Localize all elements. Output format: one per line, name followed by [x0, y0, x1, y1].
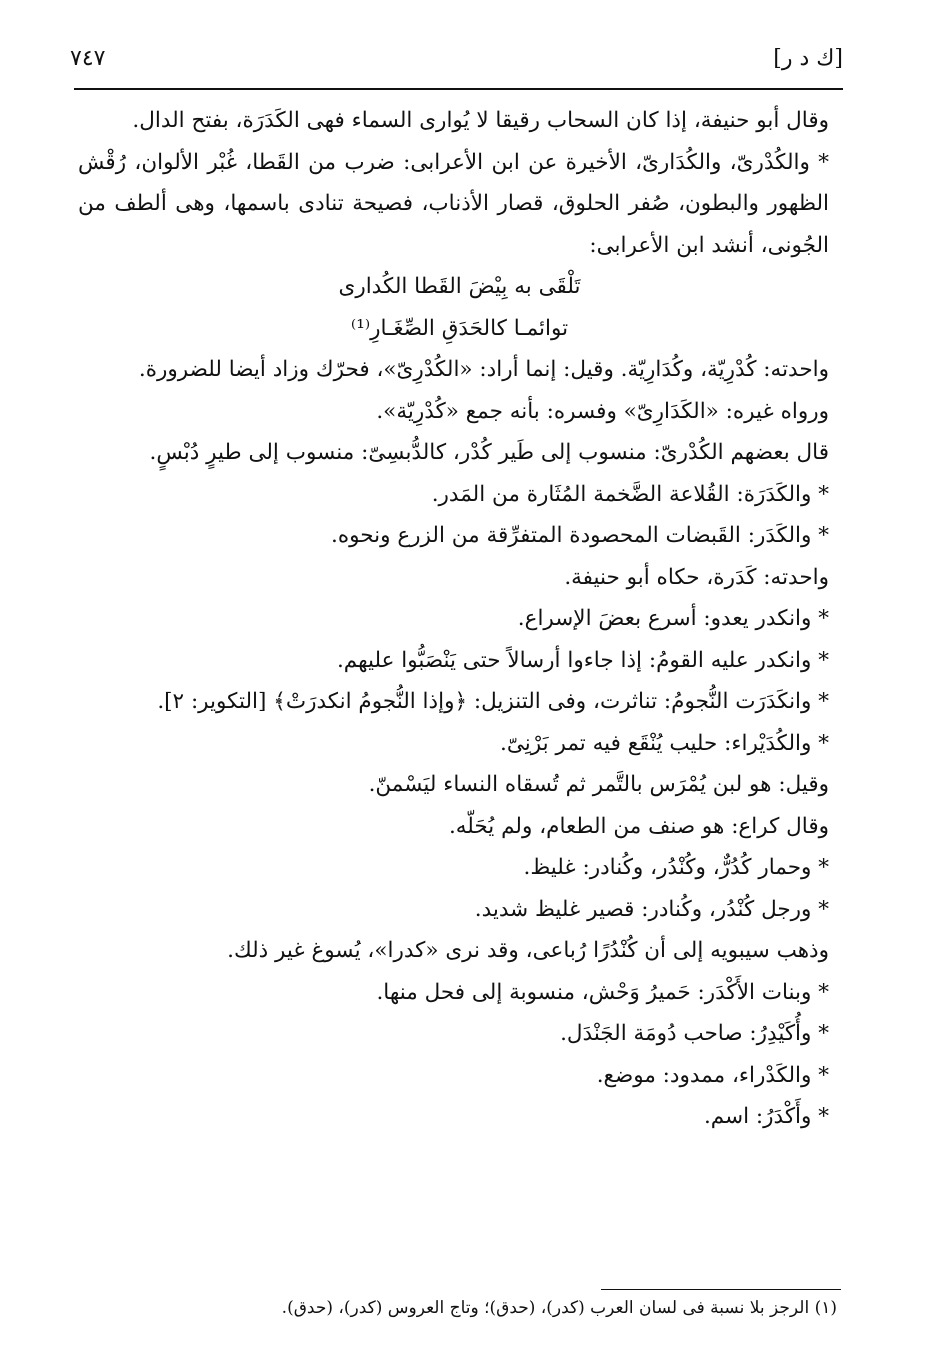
section-heading: [ك د ر] [773, 46, 843, 71]
paragraph: * وبنات الأَكْدَر: حَميرُ وَحْش، منسوبة إلى فحل منها. [376, 979, 829, 1005]
paragraph: * وانكَدَرَت النُّجومُ: تناثرت، وفى التنزيل: ﴿وإذا النُّجومُ انكدرَتْ﴾ [التكوير: ٢]. [157, 689, 829, 714]
paragraph: وقال أبو حنيفة، إذا كان السحاب رقيقا لا يُوارى السماء فهى الكَدَرَة، بفتح الدال. [132, 108, 829, 133]
paragraph: * وأَكْدَرُ: اسم. [703, 1104, 829, 1129]
paragraph: * وحمار كُدُرٌّ، وكُنْدُر، وكُنادر: غليظ. [523, 855, 829, 880]
paragraph: * وانكدر يعدو: أسرع بعضَ الإسراع. [517, 606, 829, 631]
paragraph: * والكَدْراء، ممدود: موضع. [596, 1062, 829, 1088]
paragraph: وقال كراع: هو صنف من الطعام، ولم يُحَلّه. [448, 813, 829, 839]
page-header [70, 46, 843, 86]
paragraph: * والكَدَرَة: القُلاعة الضَّخمة المُثَارة من المَدر. [431, 481, 829, 507]
paragraph: وذهب سيبويه إلى أن كُنْدُرًا رُباعى، وقد نرى «كدرا»، يُسوغ غير ذلك. [227, 938, 829, 963]
verse-line: تَلْقَى به بِيْضَ القَطا الكُدارى [338, 274, 581, 299]
paragraph: * وانكدر عليه القومُ: إذا جاءوا أرسالاً حتى يَنْصَبُّوا عليهم. [336, 647, 829, 673]
paragraph: * والكُدْرىّ، والكُدَارىّ، الأخيرة عن ابن الأعرابى: ضرب من القَطا، غُبْر الألوان، رُقْش الظهور والبطون، صُفر الحلوق، قصار الأذناب، فصيحة تنادى باسمها، وهى ألطف من الجُونى، أنشد ابن الأعرابى: [78, 149, 829, 258]
footnote: (١) الرجز بلا نسبة فى لسان العرب (كدر)، (حدق)؛ وتاج العروس (كدر)، (حدق). [281, 1298, 837, 1318]
footnote-rule [601, 1289, 841, 1290]
paragraph: واحدته: كَدَرة، حكاه أبو حنيفة. [564, 564, 829, 590]
paragraph: وقيل: هو لبن يُمْرَس بالتَّمر ثم تُسقاه النساء ليَسْمنّ. [368, 772, 829, 797]
page-number: ٧٤٧ [70, 46, 106, 71]
paragraph: * ورجل كُنْدُر، وكُنادر: قصير غليظ شديد. [474, 896, 829, 922]
header-rule [74, 88, 843, 90]
paragraph: * والكُدَيْراء: حليب يُنْقَع فيه تمر بَرْنِىّ. [500, 730, 829, 756]
verse-line: توائمـا كالحَدَقِ الصِّغَـارِ⁽¹⁾ [350, 315, 569, 341]
paragraph: * وأُكَيْدِرُ: صاحب دُومَة الجَنْدَل. [560, 1021, 829, 1046]
footnotes [78, 1293, 837, 1323]
paragraph: * والكَدَر: القَبضات المحصودة المتفرِّقة من الزرع ونحوه. [331, 523, 829, 548]
paragraph: قال بعضهم الكُدْرىّ: منسوب إلى طَير كُدْر، كالدُّبسِىّ: منسوب إلى طيرٍ دُبْسٍ. [149, 440, 829, 465]
main-text [78, 100, 841, 1138]
paragraph: ورواه غيره: «الكَدَارِىّ» وفسره: بأنه جمع «كُدْرِيّة». [376, 398, 829, 424]
paragraph: واحدته: كُدْرِيّة، وكُدَارِيّة. وقيل: إنما أراد: «الكُدْرِىّ»، فحرّك وزاد أيضا للضرورة. [138, 357, 829, 382]
